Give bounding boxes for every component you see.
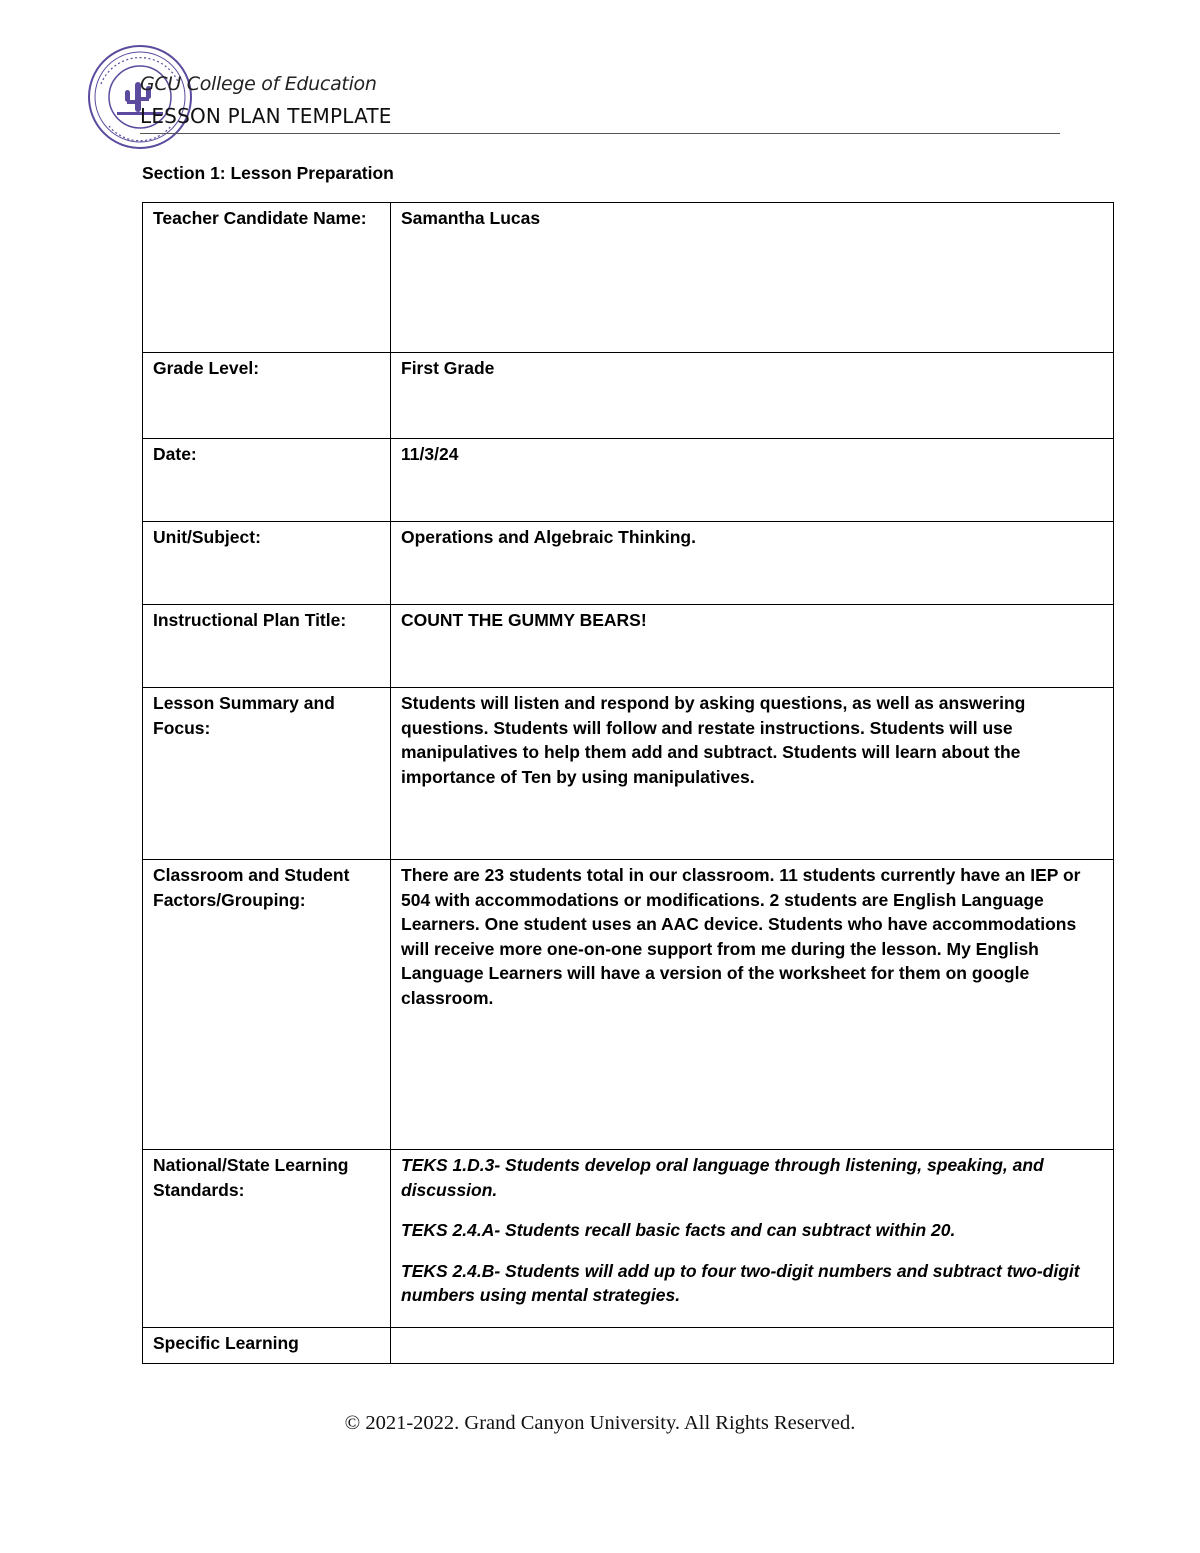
table-row bbox=[143, 353, 1114, 439]
college-name: GCU College of Education bbox=[140, 73, 377, 95]
row-label: Teacher Candidate Name: bbox=[143, 203, 391, 353]
standard-item: TEKS 1.D.3- Students develop oral language through listening, speaking, and discussion. bbox=[401, 1155, 1044, 1200]
standard-item: TEKS 2.4.A- Students recall basic facts and can subtract within 20. bbox=[401, 1220, 956, 1240]
row-value bbox=[391, 1328, 1114, 1364]
row-label: Grade Level: bbox=[143, 353, 391, 439]
row-label: Instructional Plan Title: bbox=[143, 605, 391, 688]
lesson-plan-table bbox=[142, 202, 1114, 1364]
row-label: Lesson Summary and Focus: bbox=[143, 688, 391, 860]
row-value: Operations and Algebraic Thinking. bbox=[391, 522, 1114, 605]
standard-item: TEKS 2.4.B- Students will add up to four two-digit numbers and subtract two-digit numbers using mental strategies. bbox=[401, 1260, 1080, 1305]
table-row bbox=[143, 439, 1114, 522]
copyright-footer: © 2021-2022. Grand Canyon University. All Rights Reserved. bbox=[344, 1412, 856, 1434]
row-label: National/State Learning Standards: bbox=[143, 1150, 391, 1328]
row-value: COUNT THE GUMMY BEARS! bbox=[391, 605, 1114, 688]
classroom-factors-text: There are 23 students total in our classroom. 11 students currently have an IEP or 504 with accommodations or modifications. 2 students are English Language Learners. One student uses an AAC device. Students who have accommodations will receive more one-on-one support from me during the lesson. My English Language Learners will have a version of the worksheet for them on google classroom. bbox=[401, 865, 1081, 1008]
section-title: Section 1: Lesson Preparation bbox=[142, 163, 394, 183]
row-value bbox=[391, 688, 1114, 860]
row-label: Specific Learning bbox=[143, 1328, 391, 1364]
document-title: LESSON PLAN TEMPLATE bbox=[140, 104, 392, 128]
table-row bbox=[143, 203, 1114, 353]
lesson-summary-text: Students will listen and respond by asking questions, as well as answering questions. Students will follow and restate instructions. Students will use manipulatives to help them add and subtract. Students will learn about the importance of Ten by using manipulatives. bbox=[401, 693, 1026, 787]
row-value bbox=[391, 860, 1114, 1150]
row-value bbox=[391, 1150, 1114, 1328]
row-value: 11/3/24 bbox=[391, 439, 1114, 522]
row-label: Classroom and Student Factors/Grouping: bbox=[143, 860, 391, 1150]
table-row bbox=[143, 688, 1114, 860]
table-row bbox=[143, 1150, 1114, 1328]
table-row bbox=[143, 522, 1114, 605]
gcu-seal-icon bbox=[87, 44, 193, 150]
table-row bbox=[143, 605, 1114, 688]
table-row bbox=[143, 1328, 1114, 1364]
row-label: Date: bbox=[143, 439, 391, 522]
header-divider bbox=[140, 133, 1060, 134]
row-label: Unit/Subject: bbox=[143, 522, 391, 605]
table-row bbox=[143, 860, 1114, 1150]
row-value: Samantha Lucas bbox=[391, 203, 1114, 353]
row-value: First Grade bbox=[391, 353, 1114, 439]
